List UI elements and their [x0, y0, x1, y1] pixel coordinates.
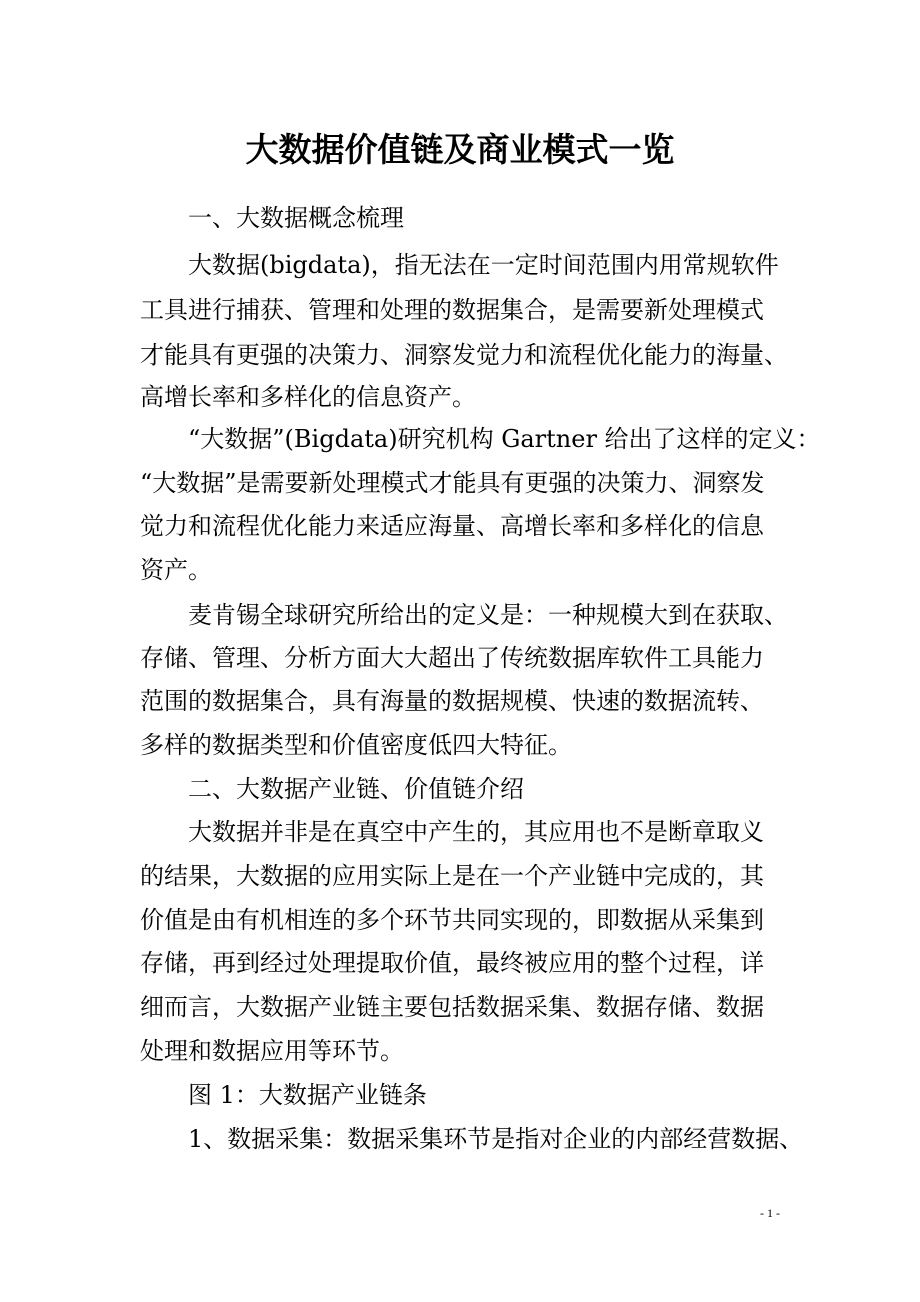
paragraph-line: 高增长率和多样化的信息资产。 [140, 383, 476, 411]
document-title: 大数据价值链及商业模式一览 [245, 130, 675, 169]
paragraph-line: 工具进行捕获、管理和处理的数据集合，是需要新处理模式 [140, 296, 764, 324]
paragraph-line: 麦肯锡全球研究所给出的定义是：一种规模大到在获取、 [188, 601, 788, 629]
paragraph-line: 大数据(bigdata)，指无法在一定时间范围内用常规软件 [188, 251, 779, 279]
paragraph-line: 范围的数据集合，具有海量的数据规模、快速的数据流转、 [140, 687, 764, 715]
paragraph-line: 价值是由有机相连的多个环节共同实现的，即数据从采集到 [140, 906, 764, 934]
heading-1: 一、大数据概念梳理 [188, 204, 404, 232]
paragraph-line: 多样的数据类型和价值密度低四大特征。 [140, 731, 572, 759]
page-number: - 1 - [760, 1206, 780, 1220]
paragraph-line: 1、数据采集：数据采集环节是指对企业的内部经营数据、 [188, 1125, 804, 1153]
figure-caption: 图 1：大数据产业链条 [188, 1081, 427, 1109]
paragraph-line: 存储，再到经过处理提取价值，最终被应用的整个过程，详 [140, 949, 764, 977]
paragraph-line: 的结果，大数据的应用实际上是在一个产业链中完成的，其 [140, 862, 764, 890]
paragraph-line: 存储、管理、分析方面大大超出了传统数据库软件工具能力 [140, 644, 764, 672]
heading-2: 二、大数据产业链、价值链介绍 [188, 775, 524, 803]
paragraph-line: “大数据”是需要新处理模式才能具有更强的决策力、洞察发 [140, 469, 765, 497]
paragraph-line: 大数据并非是在真空中产生的，其应用也不是断章取义 [188, 818, 764, 846]
paragraph-line: 细而言，大数据产业链主要包括数据采集、数据存储、数据 [140, 993, 764, 1021]
paragraph-line: 资产。 [140, 556, 212, 584]
paragraph-line: 觉力和流程优化能力来适应海量、高增长率和多样化的信息 [140, 512, 764, 540]
paragraph-line: 处理和数据应用等环节。 [140, 1037, 404, 1065]
paragraph-line: 才能具有更强的决策力、洞察发觉力和流程优化能力的海量、 [140, 341, 788, 369]
paragraph-line: “大数据”(Bigdata)研究机构 Gartner 给出了这样的定义： [188, 425, 821, 453]
